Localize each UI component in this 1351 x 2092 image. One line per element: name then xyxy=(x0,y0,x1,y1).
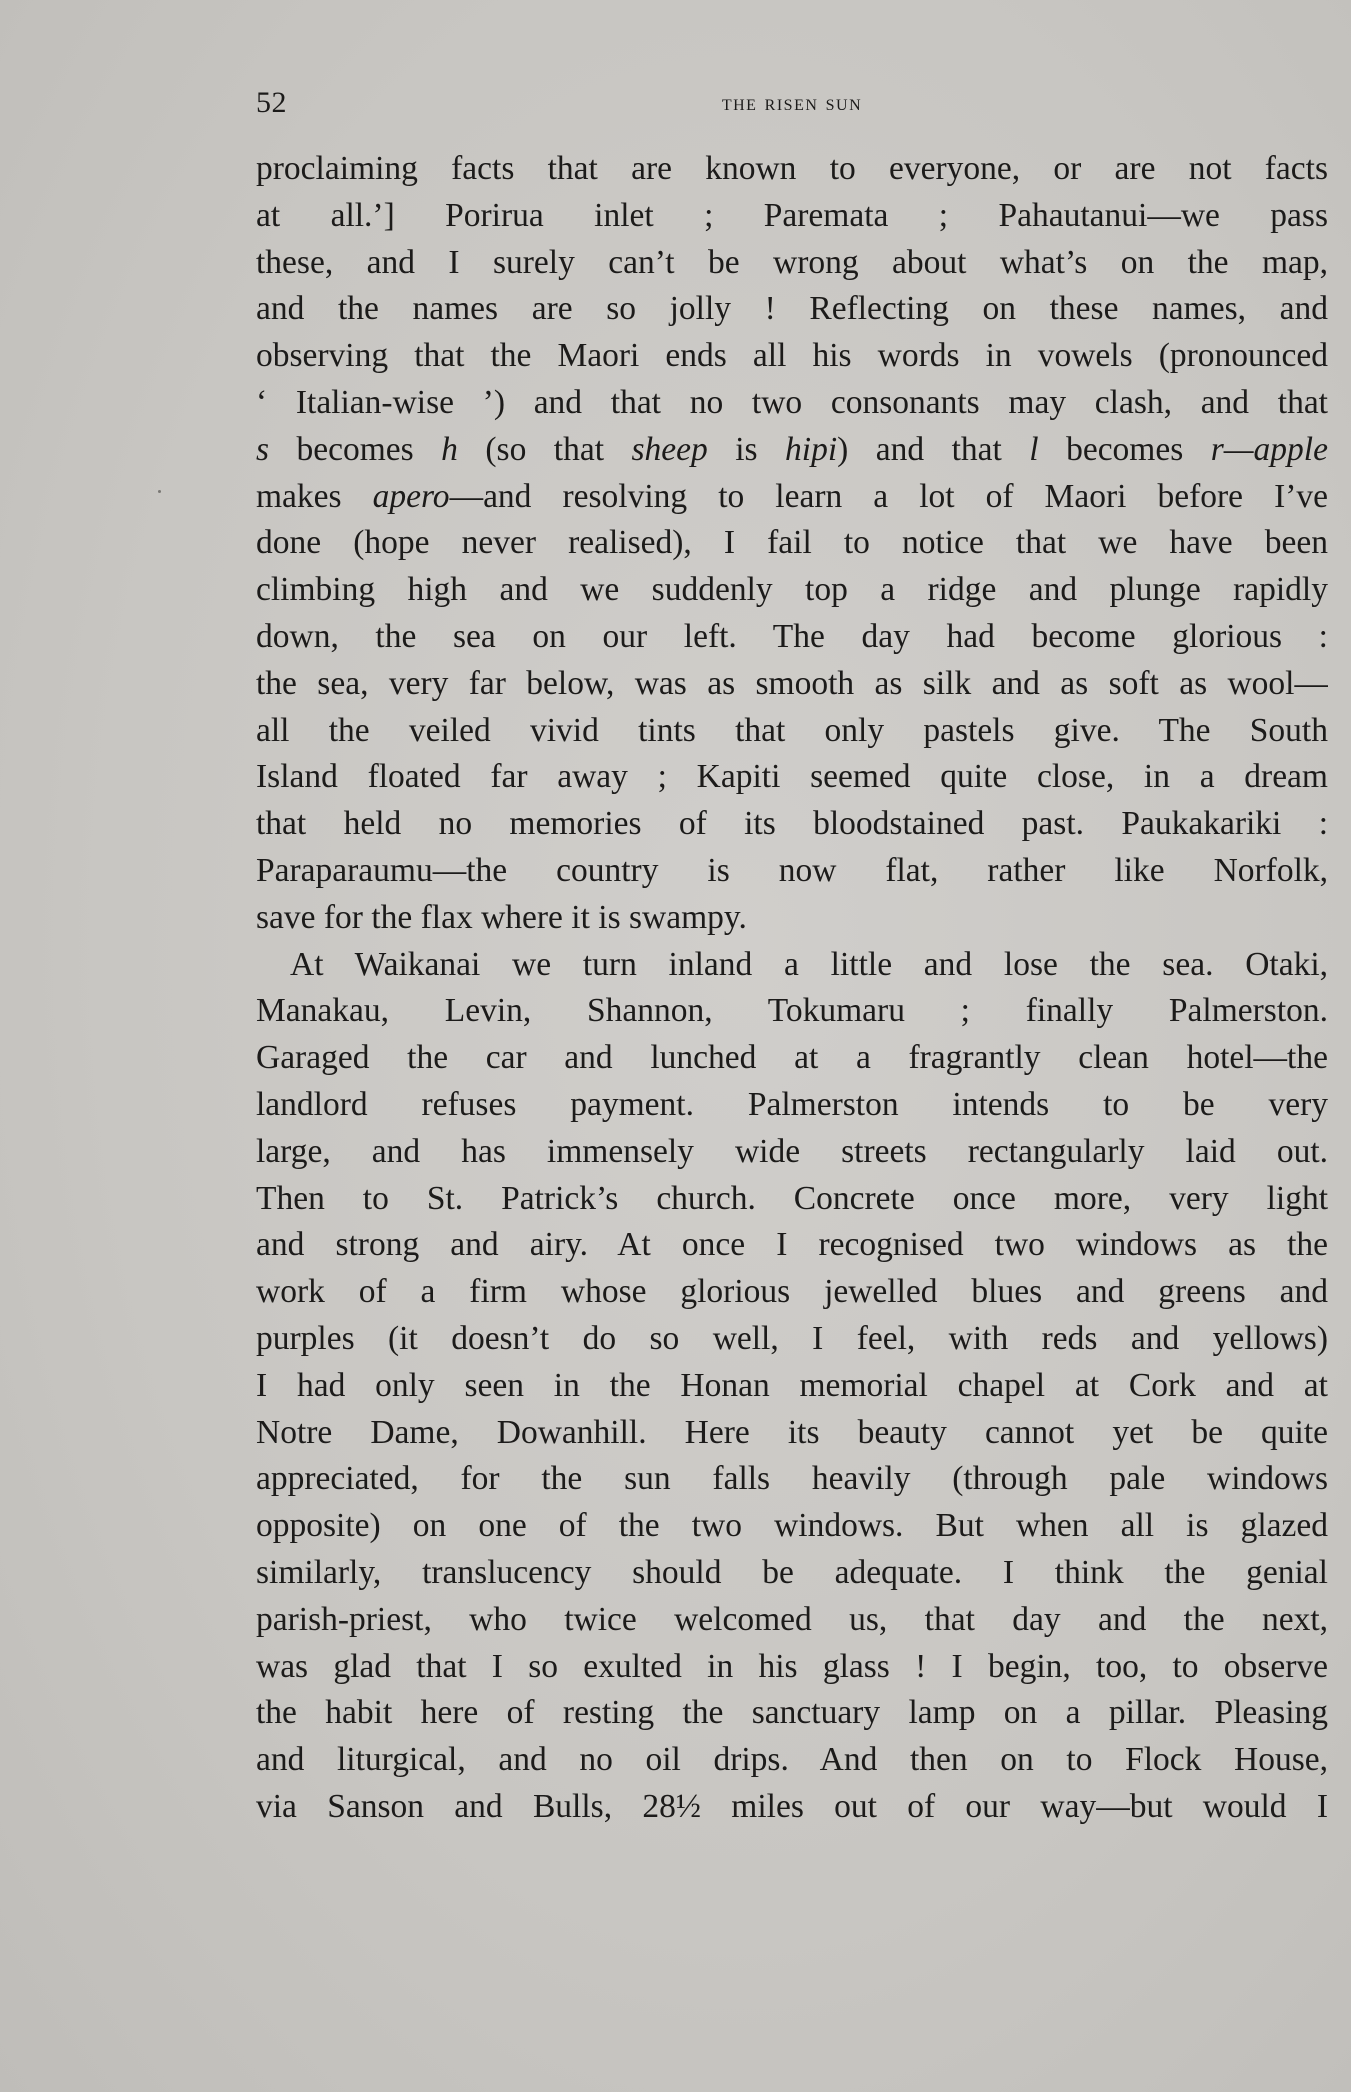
text-line xyxy=(256,1550,1328,1597)
text-segment: Manakau, Levin, Shannon, Tokumaru ; finally Palmerston. xyxy=(256,992,1328,1030)
text-line xyxy=(256,1644,1328,1691)
text-line xyxy=(256,801,1328,848)
text-line xyxy=(256,193,1328,240)
text-segment: ) and that xyxy=(837,430,1030,468)
text-line xyxy=(256,942,1328,989)
text-segment: is xyxy=(707,430,786,468)
text-line xyxy=(256,567,1328,614)
italic-text: l xyxy=(1029,430,1039,468)
text-line xyxy=(256,1176,1328,1223)
italic-text: r—apple xyxy=(1210,430,1328,468)
page-number: 52 xyxy=(256,86,287,119)
text-line xyxy=(256,1737,1328,1784)
text-segment: purples (it doesn’t do so well, I feel, with reds and yellows) xyxy=(256,1319,1328,1357)
text-segment: at all.’] Porirua inlet ; Paremata ; Pahautanui—we pass xyxy=(256,196,1328,234)
text-segment: down, the sea on our left. The day had become glorious : xyxy=(256,617,1328,655)
text-segment: Notre Dame, Dowanhill. Here its beauty cannot yet be quite xyxy=(256,1413,1328,1451)
text-segment: becomes xyxy=(269,430,442,468)
text-segment: the sea, very far below, was as smooth as silk and as soft as wool— xyxy=(256,664,1328,702)
italic-text: s xyxy=(256,430,270,468)
text-line xyxy=(256,1316,1328,1363)
text-segment: I had only seen in the Honan memorial chapel at Cork and at xyxy=(256,1366,1328,1404)
text-line xyxy=(256,614,1328,661)
body-text xyxy=(256,146,1328,1831)
italic-text: apero xyxy=(372,477,450,515)
italic-text: hipi xyxy=(785,430,838,468)
text-line xyxy=(256,988,1328,1035)
text-segment: and the names are so jolly ! Reflecting on these names, and xyxy=(256,290,1328,328)
text-segment: (so that xyxy=(457,430,632,468)
text-segment: Garaged the car and lunched at a fragrantly clean hotel—the xyxy=(256,1039,1328,1077)
text-line xyxy=(256,1082,1328,1129)
text-line xyxy=(256,1222,1328,1269)
text-segment: observing that the Maori ends all his words in vowels (pronounced xyxy=(256,337,1328,375)
text-segment: all the veiled vivid tints that only pastels give. The South xyxy=(256,711,1328,749)
text-line xyxy=(256,520,1328,567)
text-segment: Then to St. Patrick’s church. Concrete once more, very light xyxy=(256,1179,1328,1217)
text-segment: the habit here of resting the sanctuary lamp on a pillar. Pleasing xyxy=(256,1694,1328,1732)
text-line xyxy=(256,1784,1328,1831)
text-segment: makes xyxy=(256,477,373,515)
text-line xyxy=(256,333,1328,380)
text-line xyxy=(256,895,1328,942)
text-line xyxy=(256,661,1328,708)
text-line xyxy=(256,1597,1328,1644)
text-line xyxy=(256,1363,1328,1410)
text-line xyxy=(256,708,1328,755)
text-segment: opposite) on one of the two windows. But when all is glazed xyxy=(256,1507,1328,1545)
text-line xyxy=(256,286,1328,333)
text-segment: via Sanson and Bulls, 28½ miles out of our way—but would I xyxy=(256,1787,1328,1825)
text-line xyxy=(256,1410,1328,1457)
running-head xyxy=(256,86,1328,126)
text-line xyxy=(256,1129,1328,1176)
text-line xyxy=(256,754,1328,801)
text-segment: work of a firm whose glorious jewelled blues and greens and xyxy=(256,1273,1328,1311)
text-segment: At Waikanai we turn inland a little and lose the sea. Otaki, xyxy=(290,945,1328,983)
text-line xyxy=(256,427,1328,474)
text-segment: appreciated, for the sun falls heavily (through pale windows xyxy=(256,1460,1328,1498)
text-segment: and strong and airy. At once I recognised two windows as the xyxy=(256,1226,1328,1264)
book-title: the risen sun xyxy=(721,90,863,115)
text-line xyxy=(256,474,1328,521)
text-segment: done (hope never realised), I fail to notice that we have been xyxy=(256,524,1328,562)
paper-speck xyxy=(158,490,161,493)
text-segment: climbing high and we suddenly top a ridge and plunge rapidly xyxy=(256,571,1328,609)
text-line xyxy=(256,1269,1328,1316)
italic-text: h xyxy=(441,430,458,468)
text-segment: proclaiming facts that are known to everyone, or are not facts xyxy=(256,150,1328,187)
text-line xyxy=(256,146,1328,193)
text-line xyxy=(256,848,1328,895)
text-line xyxy=(256,1035,1328,1082)
text-segment: —and resolving to learn a lot of Maori before I’ve xyxy=(449,477,1328,515)
text-segment: landlord refuses payment. Palmerston intends to be very xyxy=(256,1085,1328,1123)
text-segment: large, and has immensely wide streets rectangularly laid out. xyxy=(256,1132,1328,1170)
text-segment: ‘ Italian-wise ’) and that no two consonants may clash, and that xyxy=(256,383,1328,421)
text-line xyxy=(256,1456,1328,1503)
text-line xyxy=(256,1690,1328,1737)
text-segment: was glad that I so exulted in his glass ! I begin, too, to observe xyxy=(256,1647,1328,1685)
text-segment: these, and I surely can’t be wrong about what’s on the map, xyxy=(256,243,1328,281)
text-line xyxy=(256,1503,1328,1550)
text-segment: parish-priest, who twice welcomed us, that day and the next, xyxy=(256,1600,1328,1638)
text-segment: save for the flax where it is swampy. xyxy=(256,898,747,936)
text-segment: and liturgical, and no oil drips. And then on to Flock House, xyxy=(256,1741,1328,1779)
text-segment: similarly, translucency should be adequate. I think the genial xyxy=(256,1553,1328,1591)
text-segment: Island floated far away ; Kapiti seemed quite close, in a dream xyxy=(256,758,1328,796)
italic-text: sheep xyxy=(631,430,708,468)
text-line xyxy=(256,380,1328,427)
text-segment: Paraparaumu—the country is now flat, rather like Norfolk, xyxy=(256,851,1328,889)
text-segment: becomes xyxy=(1038,430,1211,468)
text-line xyxy=(256,240,1328,287)
text-segment: that held no memories of its bloodstained past. Paukakariki : xyxy=(256,805,1328,843)
